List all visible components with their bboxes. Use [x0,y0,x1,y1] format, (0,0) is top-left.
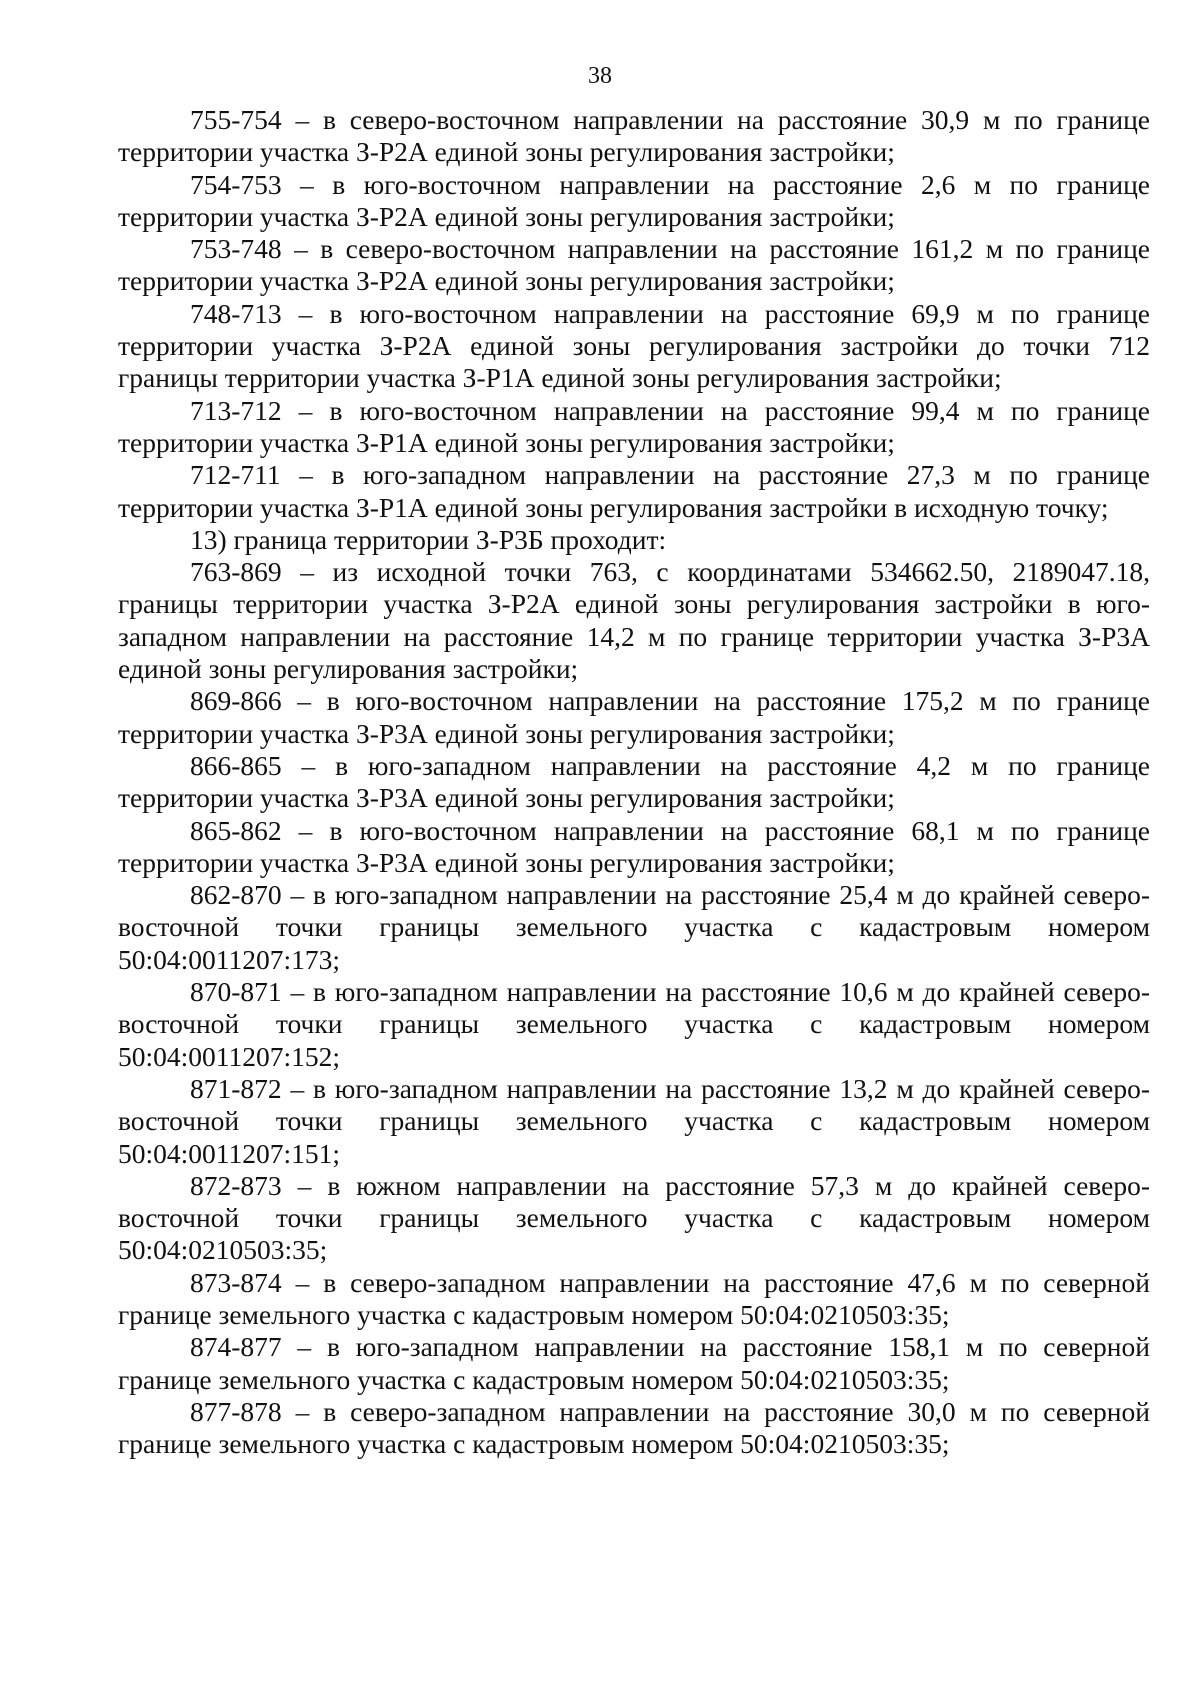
section-heading-13: 13) граница территории З-Р3Б проходит: [190,523,667,555]
paragraph-874-877: 874-877 – в юго-западном направлении на расстояние 158,1 м по северной границе земельного участка с кадастровым номером 50:04:0210503:35; [118,1331,1150,1395]
paragraph-872-873: 872-873 – в южном направлении на расстояние 57,3 м до крайней северо-восточной точки границы земельного участка с кадастровым номером 50:04:0210503:35; [118,1169,1150,1266]
paragraph-763-869: 763-869 – из исходной точки 763, с координатами 534662.50, 2189047.18, границы территории участка З-Р2А единой зоны регулирования застройки в юго-западном направлении на расстояние 14,2 м по границе территории участка З-Р3А единой зоны регулирования застройки; [118,556,1150,685]
paragraph-753-748: 753-748 – в северо-восточном направлении на расстояние 161,2 м по границе территории участка З-Р2А единой зоны регулирования застройки; [118,233,1150,297]
paragraph-871-872: 871-872 – в юго-западном направлении на расстояние 13,2 м до крайней северо-восточной точки границы земельного участка с кадастровым номером 50:04:0011207:151; [118,1072,1150,1169]
paragraph-712-711: 712-711 – в юго-западном направлении на расстояние 27,3 м по границе территории участка З-Р1А единой зоны регулирования застройки в исходную точку; [118,459,1150,523]
page-number: 38 [588,63,612,89]
paragraph-865-862: 865-862 – в юго-восточном направлении на расстояние 68,1 м по границе территории участка З-Р3А единой зоны регулирования застройки; [118,814,1150,878]
paragraph-755-754: 755-754 – в северо-восточном направлении на расстояние 30,9 м по границе территории участка З-Р2А единой зоны регулирования застройки; [118,104,1150,168]
paragraph-873-874: 873-874 – в северо-западном направлении на расстояние 47,6 м по северной границе земельного участка с кадастровым номером 50:04:0210503:35; [118,1266,1150,1330]
document-body [118,104,1150,1460]
paragraph-862-870: 862-870 – в юго-западном направлении на расстояние 25,4 м до крайней северо-восточной точки границы земельного участка с кадастровым номером 50:04:0011207:173; [118,879,1150,975]
paragraph-748-713: 748-713 – в юго-восточном направлении на расстояние 69,9 м по границе территории участка З-Р2А единой зоны регулирования застройки до точки 712 границы территории участка З-Р1А единой зоны регулирования застройки; [118,297,1150,394]
paragraph-877-878: 877-878 – в северо-западном направлении на расстояние 30,0 м по северной границе земельного участка с кадастровым номером 50:04:0210503:35; [118,1395,1150,1460]
paragraph-870-871: 870-871 – в юго-западном направлении на расстояние 10,6 м до крайней северо-восточной точки границы земельного участка с кадастровым номером 50:04:0011207:152; [118,976,1150,1072]
paragraph-754-753: 754-753 – в юго-восточном направлении на расстояние 2,6 м по границе территории участка З-Р2А единой зоны регулирования застройки; [118,168,1150,232]
paragraph-866-865: 866-865 – в юго-западном направлении на расстояние 4,2 м по границе территории участка З-Р3А единой зоны регулирования застройки; [118,749,1150,814]
paragraph-869-866: 869-866 – в юго-восточном направлении на расстояние 175,2 м по границе территории участка З-Р3А единой зоны регулирования застройки; [118,685,1150,749]
paragraph-713-712: 713-712 – в юго-восточном направлении на расстояние 99,4 м по границе территории участка З-Р1А единой зоны регулирования застройки; [118,394,1150,458]
